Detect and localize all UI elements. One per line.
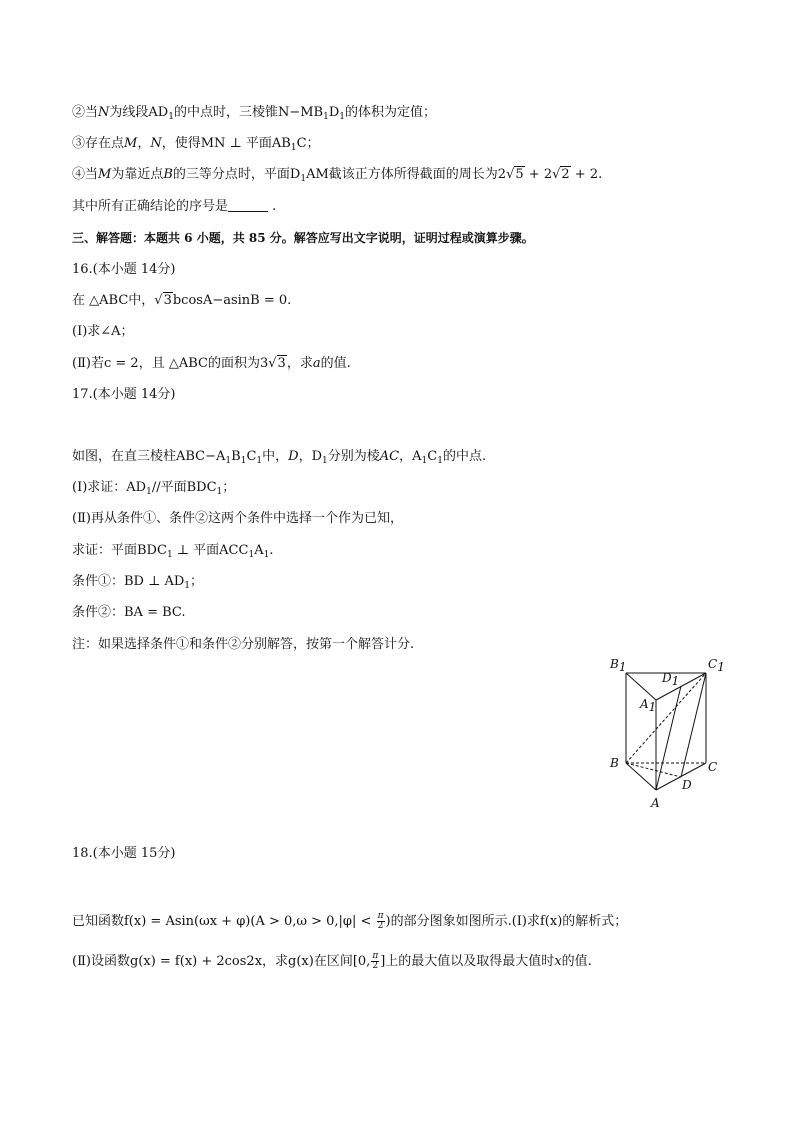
q17-prove: 求证：平面$BDC_1$ ⊥ 平面$ACC_1A_1$. xyxy=(72,543,274,560)
section-3-heading: 三、解答题：本题共 6 小题，共 85 分。解答应写出文字说明，证明过程或演算步骤。 xyxy=(72,231,534,245)
q17-part1: (Ⅰ)求证：$AD_1//$平面$BDC_1$； xyxy=(72,480,236,497)
label-a1: A1 xyxy=(640,697,657,714)
q16-part2: (Ⅱ)若c = 2，且 △ABC的面积为3√3，求a的值. xyxy=(72,356,351,371)
q17-condition-2: 条件②：BA = BC. xyxy=(72,605,186,620)
q17-stem: 如图，在直三棱柱$ABC-A_1B_1C_1$中，D，$D_1$分别为棱AC，$A_1C_1$的中点. xyxy=(72,449,487,466)
conclusion-line: 其中所有正确结论的序号是 . xyxy=(72,199,277,214)
label-a: A xyxy=(651,796,660,810)
q17-part2: (Ⅱ)再从条件①、条件②这两个条件中选择一个作为已知， xyxy=(72,511,403,526)
label-d1: D1 xyxy=(662,671,680,688)
q17-note: 注：如果选择条件①和条件②分别解答，按第一个解答计分. xyxy=(72,637,415,652)
label-c1: C1 xyxy=(708,657,725,674)
q16-stem: 在 △ABC中，√3bcosA−asinB = 0. xyxy=(72,293,292,308)
segment-ad1 xyxy=(656,686,681,790)
edge-b1a1 xyxy=(626,673,656,700)
label-c: C xyxy=(708,760,718,774)
q18-stem: 已知函数f(x) = Asin(ωx + φ)(A > 0,ω > 0,|φ| < $\frac{\pi}{2}$ )的部分图象如图所示.(Ⅰ)求f(x)的解析式； xyxy=(72,911,628,931)
answer-blank xyxy=(228,199,268,212)
label-b1: B1 xyxy=(610,657,627,674)
q16-title: 16.(本小题 14分) xyxy=(72,262,176,277)
q16-part1: (Ⅰ)求∠A； xyxy=(72,324,134,339)
statement-4: ④当M为靠近点B的三等分点时，平面$D_1AM$截该正方体所得截面的周长为2√5 + 2√2 + 2. xyxy=(72,167,603,184)
label-b: B xyxy=(610,756,619,770)
label-d: D xyxy=(682,778,692,792)
statement-2: ②当N为线段$AD_1$的中点时，三棱锥$N-MB_1D_1$的体积为定值； xyxy=(72,105,437,122)
q18-title: 18.(本小题 15分) xyxy=(72,846,176,861)
q17-condition-1: 条件①：BD ⊥ $AD_1$； xyxy=(72,574,204,591)
segment-dc1 xyxy=(681,673,706,777)
statement-3: ③存在点M，N，使得MN ⊥ 平面$AB_1C$； xyxy=(72,136,320,153)
q18-part2: (Ⅱ)设函数g(x) = f(x) + 2cos2x，求g(x)在区间[0, $\frac{\pi}{2}$ ]上的最大值以及取得最大值时x的值. xyxy=(72,951,592,971)
q17-title: 17.(本小题 14分) xyxy=(72,387,176,402)
prism-figure xyxy=(600,650,730,815)
